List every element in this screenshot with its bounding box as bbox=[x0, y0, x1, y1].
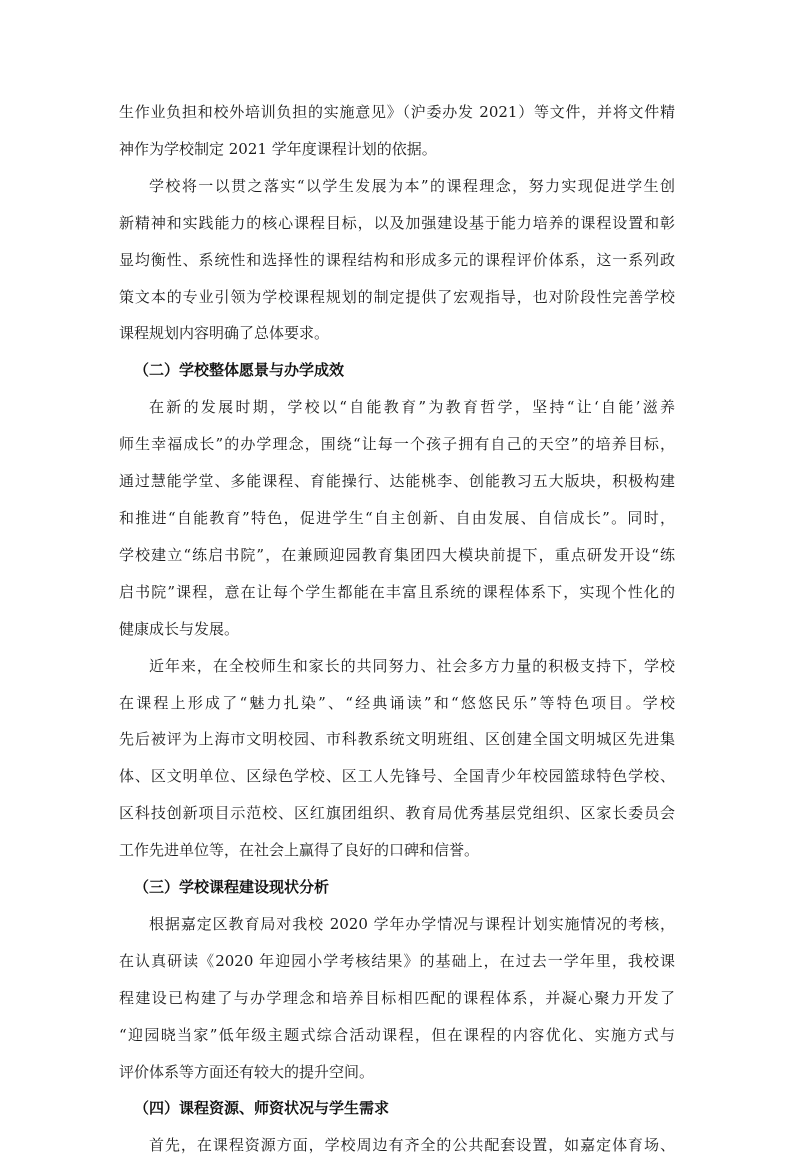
text-line: 近年来，在全校师生和家长的共同努力、社会多方力量的积极支持下，学校 bbox=[149, 656, 675, 675]
text-line: 首先，在课程资源方面，学校周边有齐全的公共配套设置，如嘉定体育场、 bbox=[149, 1136, 675, 1155]
section-heading-resources: （四）课程资源、师资状况与学生需求 bbox=[134, 1099, 390, 1118]
text-line: 通过慧能学堂、多能课程、育能操行、达能桃李、创能教习五大版块，积极构建 bbox=[119, 472, 675, 491]
text-line: 生作业负担和校外培训负担的实施意见》（沪委办发 2021）等文件，并将文件精 bbox=[119, 103, 675, 121]
paragraph-vision bbox=[119, 389, 675, 647]
text-line: 和推进“自能教育”特色，促进学生“自主创新、自由发展、自信成长”。同时， bbox=[119, 508, 675, 527]
text-line: 新精神和实践能力的核心课程目标，以及加强建设基于能力培养的课程设置和彰 bbox=[119, 213, 675, 232]
text-line: 学校建立“练启书院”，在兼顾迎园教育集团四大模块前提下，重点研发开设“练 bbox=[119, 545, 675, 564]
text-line: 学校将一以贯之落实“以学生发展为本”的课程理念，努力实现促进学生创 bbox=[149, 176, 675, 195]
text-line: 显均衡性、系统性和选择性的课程结构和形成多元的课程评价体系，这一系列政 bbox=[119, 250, 675, 269]
text-line: “迎园晓当家”低年级主题式综合活动课程，但在课程的内容优化、实施方式与 bbox=[119, 1025, 675, 1044]
paragraph-achievements bbox=[119, 648, 675, 869]
text-line: 工作先进单位等，在社会上赢得了良好的口碑和信誉。 bbox=[119, 841, 480, 860]
document-body bbox=[119, 94, 675, 1164]
paragraph-resources bbox=[119, 1127, 675, 1164]
text-line: 课程规划内容明确了总体要求。 bbox=[119, 324, 330, 343]
text-line: 在新的发展时期，学校以“自能教育”为教育哲学，坚持“让‘自能’滋养 bbox=[149, 398, 675, 417]
text-line: 程建设已构建了与办学理念和培养目标相匹配的课程体系，并凝心聚力开发了 bbox=[119, 988, 675, 1007]
section-heading-status: （三）学校课程建设现状分析 bbox=[134, 878, 330, 897]
text-line: 在认真研读《2020 年迎园小学考核结果》的基础上，在过去一学年里，我校课 bbox=[119, 951, 675, 970]
text-line: 健康成长与发展。 bbox=[119, 619, 240, 638]
text-line: 根据嘉定区教育局对我校 2020 学年办学情况与课程计划实施情况的考核， bbox=[149, 914, 675, 933]
text-line: 评价体系等方面还有较大的提升空间。 bbox=[119, 1062, 375, 1081]
section-heading-vision: （二）学校整体愿景与办学成效 bbox=[134, 361, 345, 380]
text-line: 师生幸福成长”的办学理念，围绕“让每一个孩子拥有自己的天空”的培养目标， bbox=[119, 435, 675, 454]
text-line: 策文本的专业引领为学校课程规划的制定提供了宏观指导，也对阶段性完善学校 bbox=[119, 287, 675, 306]
text-line: 神作为学校制定 2021 学年度课程计划的依据。 bbox=[119, 139, 437, 158]
text-line: 启书院”课程，意在让每个学生都能在丰富且系统的课程体系下，实现个性化的 bbox=[119, 582, 675, 601]
paragraph-status-analysis bbox=[119, 906, 675, 1091]
text-line: 在课程上形成了“魅力扎染”、“经典诵读”和“悠悠民乐”等特色项目。学校 bbox=[119, 693, 675, 712]
text-line: 体、区文明单位、区绿色学校、区工人先锋号、全国青少年校园篮球特色学校、 bbox=[119, 767, 675, 786]
text-line: 区科技创新项目示范校、区红旗团组织、教育局优秀基层党组织、区家长委员会 bbox=[119, 804, 675, 823]
paragraph-curriculum-concept bbox=[119, 168, 675, 353]
paragraph-continuation bbox=[119, 94, 675, 168]
text-line: 先后被评为上海市文明校园、市科教系统文明班组、区创建全国文明城区先进集 bbox=[119, 730, 675, 749]
